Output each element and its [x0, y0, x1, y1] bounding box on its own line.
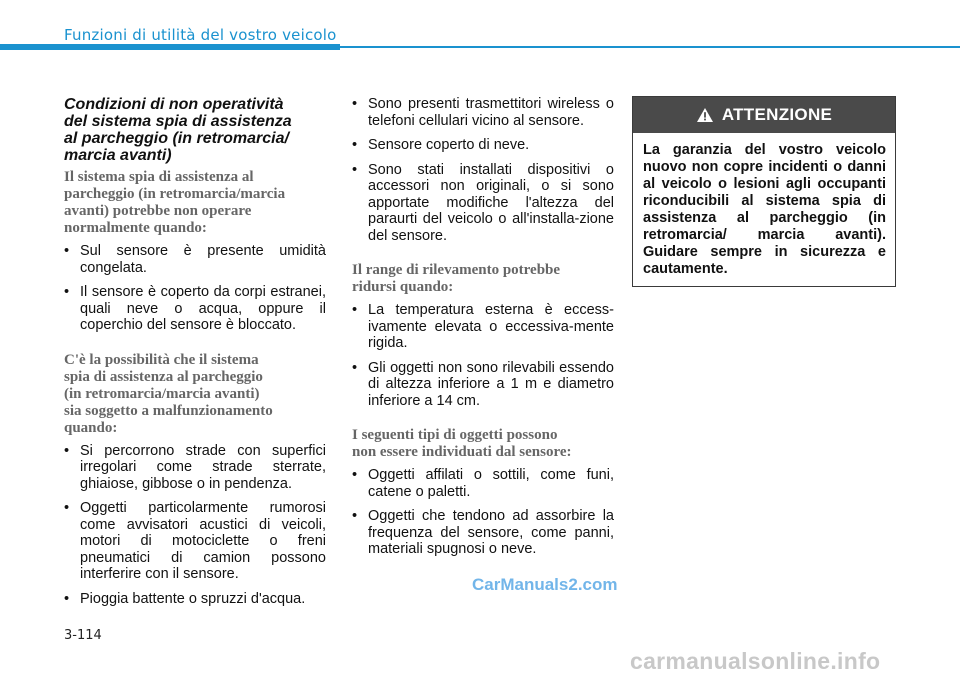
subheading-range-reduced: Il range di rilevamento potrebbe ridursi quando:	[352, 262, 561, 295]
list-item: • La temperatura esterna è eccess-ivamente elevata o eccessiva-mente rigida.	[352, 302, 614, 352]
list-item: • Sul sensore è presente umidità congelata.	[64, 243, 326, 276]
header-rule	[340, 46, 960, 48]
bullet-list-malfunction	[64, 443, 326, 608]
list-item: • Sono stati installati dispositivi o accessori non originali, o si sono apportate modifiche l'altezza del paraurti del veicolo o all'installa-zione del sensore.	[352, 162, 614, 245]
subheading-not-operating: Il sistema spia di assistenza al parcheggio (in retromarcia/marcia avanti) potrebbe non operare normalmente quando:	[64, 169, 286, 236]
caution-text: La garanzia del vostro veicolo nuovo non copre incidenti o danni al veicolo o lesioni agli occupanti riconducibili al sistema spia di assistenza al parcheggio (in retromarcia/ marcia avanti). Guidare sempre in sicurezza e cautamente.	[643, 142, 886, 277]
warning-triangle-icon	[696, 107, 714, 123]
header-accent-bar	[0, 44, 340, 50]
section-title: Condizioni di non operatività del sistema spia di assistenza al parcheggio (in retromarcia/ marcia avanti)	[64, 96, 292, 164]
list-item: • Sono presenti trasmettitori wireless o telefoni cellulari vicino al sensore.	[352, 96, 614, 129]
list-item: • Gli oggetti non sono rilevabili essendo di altezza inferiore a 1 m e diametro inferiore a 14 cm.	[352, 360, 614, 410]
caution-header	[633, 97, 895, 133]
watermark-carmanualsonline: carmanualsonline.info	[630, 648, 881, 674]
watermark-carmanuals2: CarManuals2.com	[472, 575, 618, 594]
column-left	[64, 96, 326, 607]
list-item: • Oggetti che tendono ad assorbire la frequenza del sensore, come panni, materiali spugnosi o neve.	[352, 508, 614, 558]
list-item: • Sensore coperto di neve.	[352, 137, 614, 154]
caution-label: ATTENZIONE	[721, 105, 833, 124]
subheading-undetected-objects: I seguenti tipi di oggetti possono non essere individuati dal sensore:	[352, 427, 572, 460]
subheading-malfunction: C'è la possibilità che il sistema spia di assistenza al parcheggio (in retromarcia/marcia avanti) sia soggetto a malfunzionamento quando:	[64, 351, 273, 436]
list-item: • Si percorrono strade con superfici irregolari come strade sterrate, ghiaiose, gibbose o in pendenza.	[64, 443, 326, 493]
list-item: • Oggetti affilati o sottili, come funi, catene o paletti.	[352, 467, 614, 500]
column-middle	[352, 96, 614, 558]
bullet-list-range	[352, 302, 614, 409]
list-item: • Pioggia battente o spruzzi d'acqua.	[64, 591, 326, 608]
bullet-list-conditions	[64, 243, 326, 334]
list-item: • Oggetti particolarmente rumorosi come avvisatori acustici di veicoli, motori di motociclette o freni pneumatici di camion possono interferire con il sensore.	[64, 500, 326, 583]
bullet-list-objects	[352, 467, 614, 558]
header-title: Funzioni di utilità del vostro veicolo	[64, 26, 337, 44]
bullet-list-continued	[352, 96, 614, 244]
page-number: 3-114	[64, 628, 102, 643]
caution-box	[632, 96, 896, 287]
list-item: • Il sensore è coperto da corpi estranei, quali neve o acqua, oppure il coperchio del sensore è bloccato.	[64, 284, 326, 334]
